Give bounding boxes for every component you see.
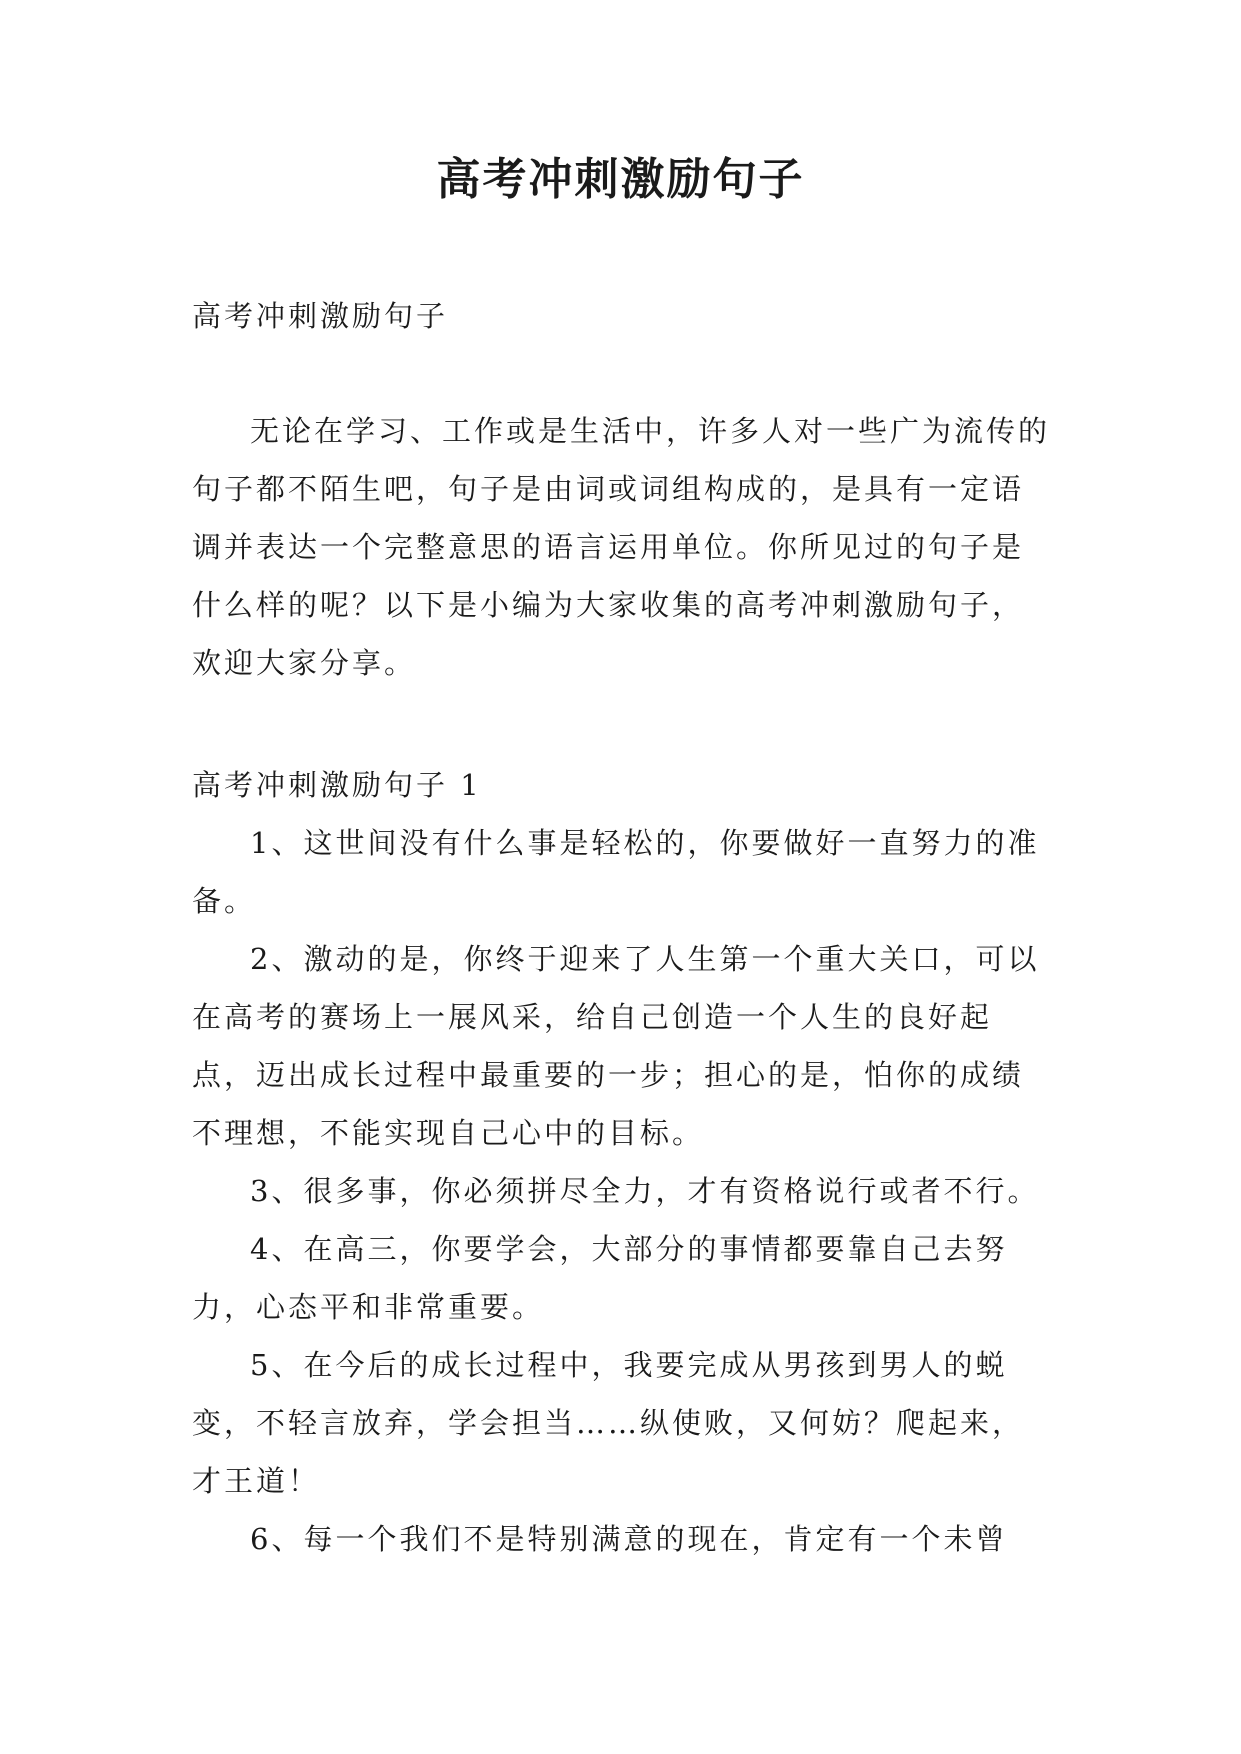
- list-item: 5、在今后的成长过程中，我要完成从男孩到男人的蜕变，不轻言放弃，学会担当……纵使败，又何妨？爬起来，才王道！: [192, 1348, 1025, 1498]
- section-heading: 高考冲刺激励句子 1: [192, 768, 482, 802]
- intro-paragraph: 无论在学习、工作或是生活中，许多人对一些广为流传的句子都不陌生吧，句子是由词或词组构成的，是具有一定语调并表达一个完整意思的语言运用单位。你所见过的句子是什么样的呢？以下是小编为大家收集的高考冲刺激励句子，欢迎大家分享。: [192, 414, 1051, 680]
- list-item: 1、这世间没有什么事是轻松的，你要做好一直努力的准备。: [192, 826, 1040, 918]
- document-subtitle: 高考冲刺激励句子: [192, 299, 449, 333]
- sentence-list: [192, 814, 1052, 1568]
- list-item: 3、很多事，你必须拼尽全力，才有资格说行或者不行。: [250, 1174, 1040, 1208]
- list-item: 4、在高三，你要学会，大部分的事情都要靠自己去努力，心态平和非常重要。: [192, 1232, 1008, 1324]
- list-item: 2、激动的是，你终于迎来了人生第一个重大关口，可以在高考的赛场上一展风采，给自己创造一个人生的良好起点，迈出成长过程中最重要的一步；担心的是，怕你的成绩不理想，不能实现自己心中的目标。: [192, 942, 1040, 1150]
- list-item: 6、每一个我们不是特别满意的现在，肯定有一个未曾: [250, 1522, 1008, 1556]
- document-title: 高考冲刺激励句子: [436, 154, 805, 205]
